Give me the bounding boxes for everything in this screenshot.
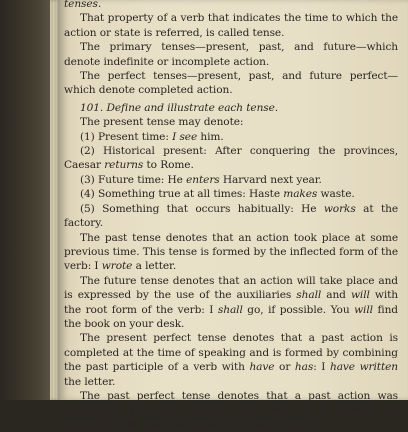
text-run: 101. Define and illustrate each tense. xyxy=(80,101,279,114)
text-line xyxy=(64,0,398,11)
paragraph-present-tense xyxy=(64,115,398,129)
text-run-italic: shall xyxy=(217,303,243,316)
paragraph-tense-definition xyxy=(64,11,398,40)
text-run: the letter. xyxy=(64,375,116,388)
paragraph-past-perfect xyxy=(64,389,398,432)
paragraph-primary-tenses xyxy=(64,40,398,69)
list-item-1 xyxy=(64,130,398,144)
text-run-italic: makes xyxy=(283,188,318,201)
text-run: to Rome. xyxy=(143,159,194,172)
text-run: (5) Something that occurs habitually: He xyxy=(80,202,324,215)
text-run: The primary tenses—present, past, and future—which denote indefinite or incomplete action. xyxy=(64,41,398,68)
text-run-italic: works xyxy=(323,202,356,215)
text-run: The past tense denotes that an action took place at some previous time. This tense is formed by the inflected form of the verb: I xyxy=(64,231,398,273)
text-run-italic: shall xyxy=(296,289,322,302)
text-run: a letter. xyxy=(132,260,177,273)
text-run: Harvard next year. xyxy=(219,173,322,186)
text-run: (2) Historical present: After conquering the provinces, Caesar xyxy=(64,145,398,172)
text-run-italic: I see xyxy=(172,130,198,143)
book-page xyxy=(60,0,408,431)
section-heading xyxy=(64,101,398,115)
text-run: The past perfect tense denotes that a past action was completed at some definite past time. It is formed by combining the past participle of the verb with the xyxy=(64,389,398,431)
text-run: The future tense denotes that an action will take place and is expressed by the use of the auxiliaries xyxy=(64,274,398,302)
text-run-italic: will xyxy=(354,303,373,316)
page-text xyxy=(64,0,398,432)
text-run: (3) Future time: He xyxy=(80,173,187,186)
list-item-2 xyxy=(64,144,398,173)
paragraph-perfect-tenses xyxy=(64,69,398,98)
text-run-italic: have xyxy=(249,361,275,374)
list-item-3 xyxy=(64,173,398,187)
paragraph-past-tense xyxy=(64,231,398,274)
text-run: find the book on your desk. xyxy=(64,303,398,330)
text-run: go, if possible. You xyxy=(242,303,355,316)
text-run: (1) Present time: xyxy=(80,130,173,143)
paragraph-present-perfect xyxy=(64,331,398,389)
text-run: or xyxy=(274,361,295,374)
text-run: The perfect tenses—present, past, and future perfect—which denote completed action. xyxy=(64,70,398,97)
book-cover-edge xyxy=(0,0,50,400)
list-item-4 xyxy=(64,187,398,201)
text-run-italic: has xyxy=(294,361,314,374)
text-run: The present tense may denote: xyxy=(80,116,244,129)
text-run-italic: will xyxy=(350,289,370,302)
text-run: and xyxy=(321,289,351,302)
text-run: waste. xyxy=(317,188,355,201)
text-run: at the factory. xyxy=(64,202,398,230)
text-run-italic: returns xyxy=(104,159,144,172)
text-run-italic: enters xyxy=(186,173,220,186)
text-run: him. xyxy=(197,130,224,143)
text-run: with the root form of the verb: I xyxy=(64,289,398,316)
list-item-5 xyxy=(64,202,398,231)
text-run-italic: tenses. xyxy=(64,0,102,10)
page-stack-edge xyxy=(50,0,60,400)
text-run-italic: wrote xyxy=(101,260,133,273)
text-run-italic: have written xyxy=(329,361,398,374)
text-run: (4) Something true at all times: Haste xyxy=(80,188,284,201)
text-run: The present perfect tense denotes that a past action is completed at the time of speaking and is formed by combining the past participle of a verb with xyxy=(64,332,398,374)
text-run: : I xyxy=(313,361,330,374)
paragraph-future-tense xyxy=(64,274,398,332)
text-run: That property of a verb that indicates the time to which the action or state is referred, is called tense. xyxy=(64,12,398,39)
